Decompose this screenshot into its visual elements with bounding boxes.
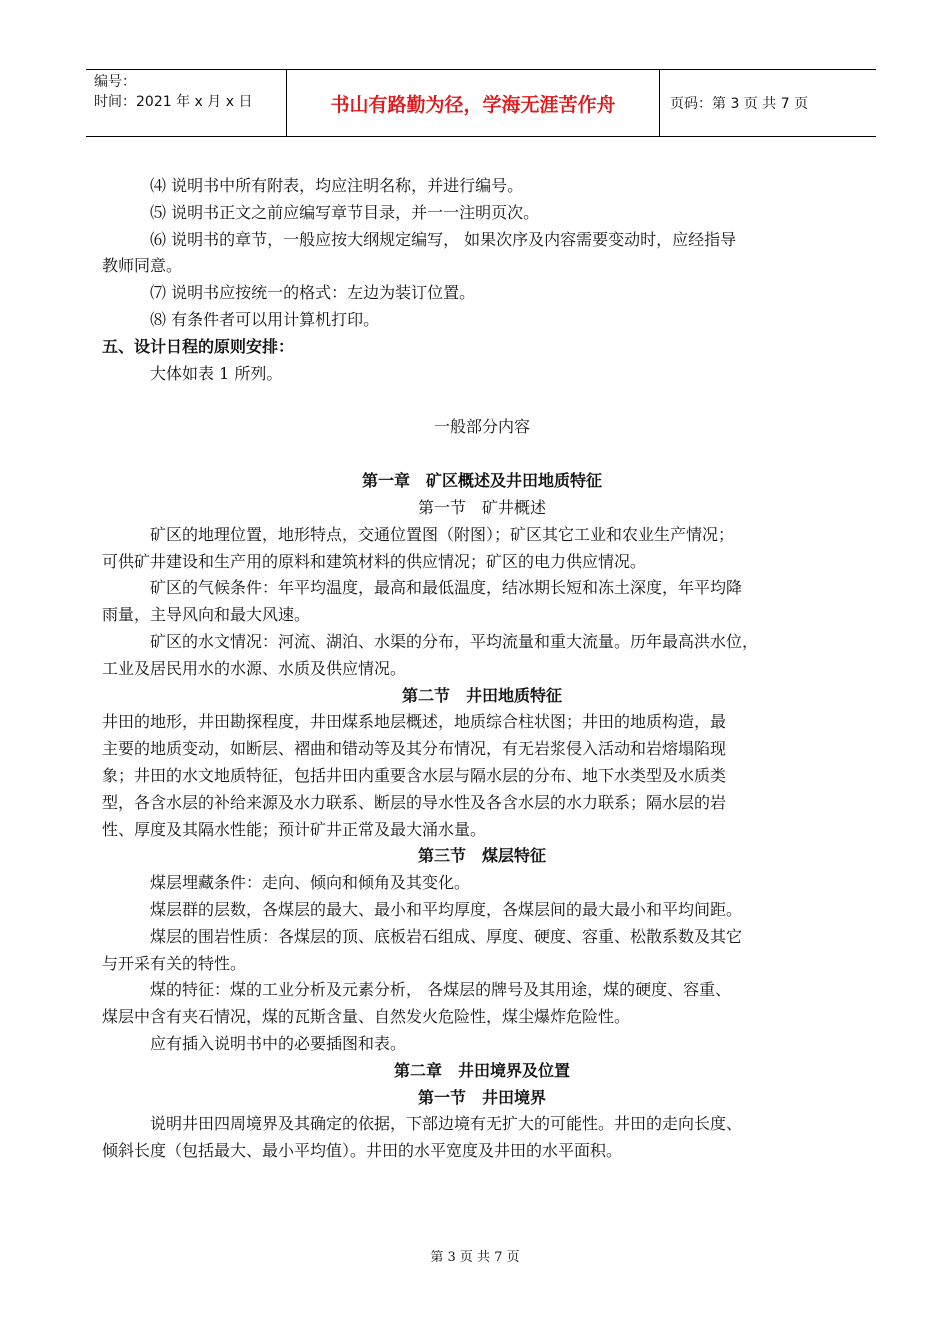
section-title: 一般部分内容 — [433, 417, 530, 437]
paragraph: 倾斜长度（包括最大、最小平均值）。井田的水平宽度及井田的水平面积。 — [102, 1141, 623, 1161]
paragraph: 性、厚度及其隔水性能；预计矿井正常及最大涌水量。 — [102, 819, 487, 839]
section-heading: 五、设计日程的原则安排： — [102, 336, 295, 356]
paragraph: ⑷ 说明书中所有附表，均应注明名称，并进行编号。 — [150, 176, 524, 195]
page-header — [86, 69, 876, 137]
subsection-title: 第一节 矿井概述 — [417, 497, 546, 517]
page-footer: 第 3 页 共 7 页 — [430, 1250, 520, 1265]
paragraph: 主要的地质变动，如断层、褶曲和错动等及其分布情况，有无岩浆侵入活动和岩熔塌陷现 — [102, 739, 727, 759]
paragraph: 可供矿井建设和生产用的原料和建筑材料的供应情况；矿区的电力供应情况。 — [102, 551, 647, 571]
paragraph: ⑻ 有条件者可以用计算机打印。 — [150, 309, 380, 329]
paragraph: 煤层群的层数，各煤层的最大、最小和平均厚度，各煤层间的最大最小和平均间距。 — [150, 899, 743, 919]
paragraph: 煤的特征：煤的工业分析及元素分析， 各煤层的牌号及其用途，煤的硬度、容重、 — [150, 980, 732, 1000]
subsection-title: 第二节 井田地质特征 — [401, 685, 562, 705]
paragraph: ⑸ 说明书正文之前应编写章节目录，并一一注明页次。 — [150, 202, 540, 222]
paragraph: 与开采有关的特性。 — [102, 953, 247, 973]
paragraph: 煤层的围岩性质：各煤层的顶、底板岩石组成、厚度、硬度、容重、松散系数及其它 — [150, 926, 743, 946]
paragraph: 煤层中含有夹石情况，煤的瓦斯含量、自然发火危险性，煤尘爆炸危险性。 — [102, 1007, 631, 1027]
paragraph: 矿区的水文情况：河流、湖泊、水渠的分布，平均流量和重大流量。历年最高洪水位， — [150, 631, 759, 651]
chapter-title: 第二章 井田境界及位置 — [393, 1060, 570, 1080]
paragraph: 教师同意。 — [102, 256, 183, 276]
subsection-title: 第一节 井田境界 — [417, 1087, 546, 1107]
paragraph: ⑺ 说明书应按统一的格式：左边为装订位置。 — [150, 283, 476, 303]
paragraph: 矿区的气候条件：年平均温度，最高和最低温度，结冰期长短和冻土深度，年平均降 — [150, 578, 743, 598]
document-number-label: 编号： — [94, 74, 136, 90]
paragraph: 说明井田四周境界及其确定的依据，下部边境有无扩大的可能性。井田的走向长度、 — [150, 1114, 743, 1134]
paragraph: 象；井田的水文地质特征，包括井田内重要含水层与隔水层的分布、地下水类型及水质类 — [102, 765, 727, 785]
document-time-label: 时间：2021 年 x 月 x 日 — [94, 94, 253, 110]
paragraph: 矿区的地理位置，地形特点，交通位置图（附图）；矿区其它工业和农业生产情况； — [150, 524, 735, 544]
subsection-title: 第三节 煤层特征 — [417, 846, 546, 866]
paragraph: 煤层埋藏条件：走向、倾向和倾角及其变化。 — [150, 873, 471, 893]
header-page-code: 页码：第 3 页 共 7 页 — [670, 96, 809, 112]
paragraph: 雨量，主导风向和最大风速。 — [102, 605, 311, 625]
header-meta — [86, 70, 287, 136]
paragraph: 大体如表 1 所列。 — [150, 363, 283, 383]
paragraph: 型，各含水层的补给来源及水力联系、断层的导水性及各含水层的水力联系；隔水层的岩 — [102, 792, 727, 812]
paragraph: 工业及居民用水的水源、水质及供应情况。 — [102, 658, 407, 678]
header-motto: 书山有路勤为径，学海无涯苦作舟 — [287, 70, 660, 136]
paragraph: 井田的地形，井田勘探程度，井田煤系地层概述，地质综合柱状图；井田的地质构造，最 — [102, 712, 727, 732]
paragraph: ⑹ 说明书的章节，一般应按大纲规定编写， 如果次序及内容需要变动时，应经指导 — [150, 229, 737, 249]
document-body — [102, 173, 862, 1165]
paragraph: 应有插入说明书中的必要插图和表。 — [150, 1033, 407, 1053]
chapter-title: 第一章 矿区概述及井田地质特征 — [361, 471, 602, 491]
